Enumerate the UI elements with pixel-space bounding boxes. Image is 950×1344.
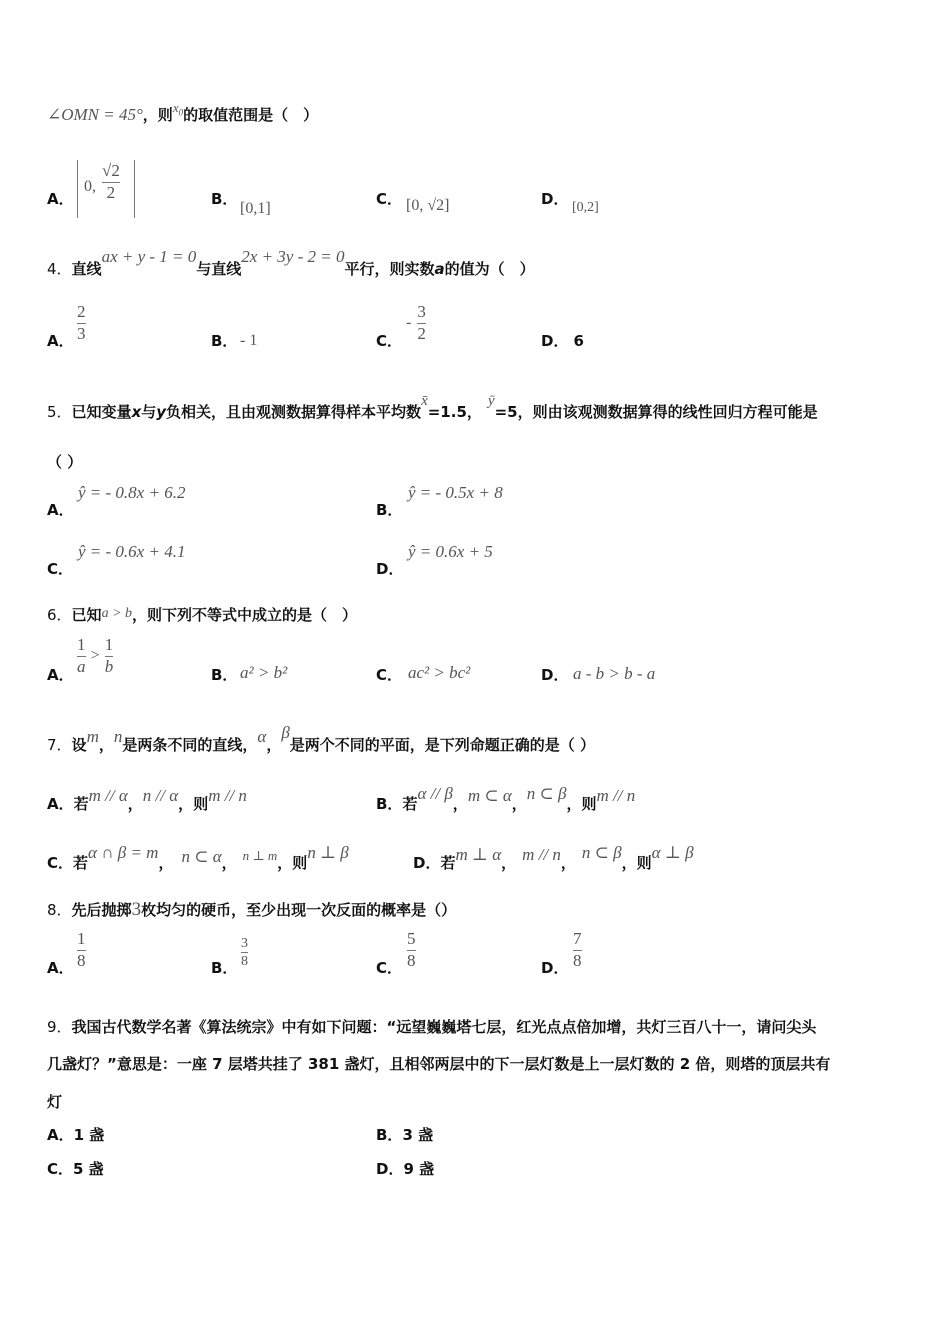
q8-option-c[interactable] bbox=[376, 957, 402, 978]
option-label: A． bbox=[47, 795, 74, 813]
option-label: D． bbox=[541, 332, 569, 350]
option-label: A． bbox=[47, 666, 74, 684]
q6-option-d[interactable] bbox=[541, 664, 568, 685]
q5-text: 与 bbox=[141, 403, 157, 421]
q7-option-d[interactable] bbox=[413, 843, 694, 873]
q7-ruo: 若 bbox=[73, 854, 89, 872]
q7-a-result: m // n bbox=[208, 786, 247, 805]
q5-var-x: x bbox=[131, 403, 142, 421]
q7-sep: ， bbox=[511, 795, 527, 813]
q7-ruo: 若 bbox=[73, 795, 89, 813]
q3-option-d-value: [0,2] bbox=[572, 200, 599, 215]
q7-d-cond2: m // n bbox=[522, 845, 561, 864]
q4-stem bbox=[47, 247, 535, 279]
question-number: 7． bbox=[47, 736, 72, 754]
q7-b-cond3: n ⊂ β bbox=[526, 784, 567, 803]
q7-a-cond2: n // α bbox=[142, 786, 179, 805]
q6-condition: a > b bbox=[101, 606, 133, 621]
q9-line2: 几盏灯？”意思是：一座 7 层塔共挂了 381 盏灯，且相邻两层中的下一层灯数是上一层灯数的 2 倍，则塔的顶层共有 bbox=[47, 1055, 831, 1073]
q3-option-b[interactable] bbox=[211, 188, 237, 209]
q7-var-m: m bbox=[86, 727, 99, 746]
q5-option-c-value: ŷ = - 0.6x + 4.1 bbox=[78, 542, 186, 561]
q4-text: 的值为（ ） bbox=[444, 260, 535, 278]
option-label: D． bbox=[376, 1160, 404, 1178]
q9-option-b-value: 3 盏 bbox=[402, 1126, 434, 1144]
q4-option-a[interactable] bbox=[47, 330, 74, 351]
q3-option-d[interactable] bbox=[541, 188, 568, 209]
q7-sep: ， bbox=[452, 795, 468, 813]
q6-text: 已知 bbox=[71, 606, 102, 624]
q5-text: =5，则由该观测数据算得的线性回归方程可能是 bbox=[494, 403, 818, 421]
q5-option-b[interactable] bbox=[376, 499, 402, 520]
q3-stem-text2: 的取值范围是（ ） bbox=[183, 106, 319, 124]
option-label: B． bbox=[211, 666, 238, 684]
option-label: C． bbox=[376, 666, 403, 684]
q7-c-cond2: n ⊂ α bbox=[181, 847, 222, 866]
q5-option-d-value: ŷ = 0.6x + 5 bbox=[408, 542, 493, 561]
q3-option-b-value: [0,1] bbox=[240, 200, 271, 217]
option-label: B． bbox=[376, 795, 403, 813]
q7-sep: ， bbox=[621, 854, 637, 872]
question-number: 8． bbox=[47, 901, 72, 919]
q3-option-c-value: [0, √2] bbox=[406, 197, 450, 214]
q9-line3: 灯 bbox=[47, 1093, 63, 1111]
q7-a-cond1: m // α bbox=[88, 786, 128, 805]
option-label: D． bbox=[413, 854, 441, 872]
q7-stem bbox=[47, 723, 596, 755]
q3-a-fraction: √2 2 bbox=[102, 161, 120, 202]
q7-ruo: 若 bbox=[402, 795, 418, 813]
q7-c-cond3: n ⊥ m bbox=[242, 848, 278, 863]
q5-xbar: x̄ bbox=[421, 393, 428, 409]
option-label: D． bbox=[541, 666, 569, 684]
question-number: 9． bbox=[47, 1018, 72, 1036]
q5-text: =1.5， bbox=[427, 403, 482, 421]
q7-option-a[interactable] bbox=[47, 786, 247, 814]
q7-text: 是两条不同的直线， bbox=[122, 736, 258, 754]
q7-ze: 则 bbox=[193, 795, 209, 813]
q5-option-d[interactable] bbox=[376, 558, 403, 579]
q9-option-a[interactable] bbox=[47, 1124, 104, 1145]
option-label: B． bbox=[211, 190, 238, 208]
q7-c-result: n ⊥ β bbox=[307, 843, 349, 862]
q9-option-a-value: 1 盏 bbox=[73, 1126, 105, 1144]
q7-d-result: α ⊥ β bbox=[651, 843, 694, 862]
q5-option-c[interactable] bbox=[47, 558, 73, 579]
q7-sep: ， bbox=[158, 854, 174, 872]
q4-option-c[interactable] bbox=[376, 330, 402, 351]
q4-option-c-value: - $\frac{3}{2}$ bbox=[406, 302, 426, 343]
q7-sep: ， bbox=[277, 854, 293, 872]
q9-option-b[interactable] bbox=[376, 1124, 433, 1145]
q7-c-cond1: α ∩ β = m bbox=[88, 843, 159, 862]
q6-text: ，则下列不等式中成立的是（ ） bbox=[132, 606, 358, 624]
q6-option-c[interactable] bbox=[376, 664, 402, 685]
q7-sep: ， bbox=[501, 854, 517, 872]
q8-option-a-value: $\frac{1}{8}$ bbox=[77, 929, 86, 970]
q8-stem bbox=[47, 899, 456, 921]
q7-b-cond1: α // β bbox=[417, 784, 453, 803]
q4-option-d-value: 6 bbox=[573, 332, 584, 350]
q5-option-b-value: ŷ = - 0.5x + 8 bbox=[408, 483, 503, 502]
q9-line1 bbox=[47, 1016, 816, 1037]
option-label: C． bbox=[376, 959, 403, 977]
q4-equation-2: 2x + 3y - 2 = 0 bbox=[241, 247, 345, 266]
q3-stem bbox=[47, 100, 319, 126]
option-label: A． bbox=[47, 501, 74, 519]
q7-alpha: α bbox=[257, 727, 267, 746]
q7-text: 设 bbox=[71, 736, 87, 754]
q3-stem-text: ，则 bbox=[142, 106, 173, 124]
option-label: C． bbox=[376, 190, 403, 208]
q8-three: 3 bbox=[131, 899, 142, 920]
q6-option-b[interactable] bbox=[211, 664, 237, 685]
option-label: A． bbox=[47, 959, 74, 977]
q7-sep: ， bbox=[221, 854, 237, 872]
q4-text: 平行，则实数 bbox=[344, 260, 435, 278]
option-label: C． bbox=[47, 560, 74, 578]
q9-option-d[interactable] bbox=[376, 1158, 434, 1179]
q7-sep: ， bbox=[98, 736, 114, 754]
q7-sep: ， bbox=[566, 795, 582, 813]
question-number: 5． bbox=[47, 403, 72, 421]
q9-option-c[interactable] bbox=[47, 1158, 104, 1179]
q5-text: 已知变量 bbox=[71, 403, 132, 421]
q8-option-d[interactable] bbox=[541, 957, 568, 978]
q7-sep: ， bbox=[178, 795, 194, 813]
q4-text: 直线 bbox=[71, 260, 102, 278]
q7-d-cond1: m ⊥ α bbox=[455, 845, 502, 864]
option-label: B． bbox=[376, 501, 403, 519]
option-label: A． bbox=[47, 332, 74, 350]
q8-option-a[interactable] bbox=[47, 957, 74, 978]
q9-option-c-value: 5 盏 bbox=[73, 1160, 104, 1178]
q4-option-b-value: - 1 bbox=[240, 332, 258, 349]
question-number: 6． bbox=[47, 606, 72, 624]
q8-text: 枚均匀的硬币，至少出现一次反面的概率是（） bbox=[141, 901, 457, 919]
q7-sep: ， bbox=[266, 736, 282, 754]
q3-option-c[interactable] bbox=[376, 188, 402, 209]
option-label: B． bbox=[376, 1126, 403, 1144]
q6-option-a-value: $\frac{1}{a}$ > $\frac{1}{b}$ bbox=[77, 635, 114, 676]
option-label: D． bbox=[376, 560, 404, 578]
q8-option-d-value: $\frac{7}{8}$ bbox=[573, 929, 582, 970]
q6-stem bbox=[47, 604, 357, 625]
option-label: A． bbox=[47, 190, 74, 208]
option-label: B． bbox=[211, 959, 238, 977]
q4-option-d[interactable] bbox=[541, 330, 584, 351]
q3-angle-formula: ∠OMN = 45° bbox=[47, 105, 143, 124]
q9-text: 我国古代数学名著《算法统宗》中有如下问题：“远望巍巍塔七层，红光点点倍加增，共灯三百八十一，请问尖头 bbox=[71, 1018, 817, 1036]
q9-option-d-value: 9 盏 bbox=[403, 1160, 435, 1178]
q7-sep: ， bbox=[560, 854, 576, 872]
q4-var: a bbox=[434, 260, 445, 278]
q8-text: 先后抛掷 bbox=[71, 901, 132, 919]
q6-option-c-value: ac² > bc² bbox=[408, 663, 471, 682]
q7-d-cond3: n ⊂ β bbox=[581, 843, 622, 862]
q7-ze: 则 bbox=[636, 854, 652, 872]
option-label: A． bbox=[47, 1126, 74, 1144]
q7-ze: 则 bbox=[581, 795, 597, 813]
q5-paren: （ ） bbox=[47, 453, 83, 471]
q7-option-c[interactable] bbox=[47, 843, 349, 873]
q5-var-y: y bbox=[156, 403, 167, 421]
q7-option-b[interactable] bbox=[376, 784, 636, 814]
q7-sep: ， bbox=[127, 795, 143, 813]
q8-option-b-value: $\frac{3}{8}$ bbox=[241, 936, 248, 970]
q6-option-d-value: a - b > b - a bbox=[573, 664, 656, 683]
q5-option-a[interactable] bbox=[47, 499, 74, 520]
q5-text: 负相关，且由观测数据算得样本平均数 bbox=[166, 403, 422, 421]
q3-x0: x0 bbox=[172, 100, 184, 118]
q4-text: 与直线 bbox=[196, 260, 242, 278]
option-label: C． bbox=[47, 854, 74, 872]
option-label: C． bbox=[376, 332, 403, 350]
q8-option-c-value: $\frac{5}{8}$ bbox=[407, 929, 416, 970]
option-label: D． bbox=[541, 190, 569, 208]
q7-b-cond2: m ⊂ α bbox=[467, 786, 512, 805]
q4-option-a-value: $\frac{2}{3}$ bbox=[77, 302, 86, 343]
q6-option-a[interactable] bbox=[47, 664, 74, 685]
option-label: C． bbox=[47, 1160, 74, 1178]
q3-option-a-value: 0, √2 2 bbox=[77, 160, 135, 218]
q3-option-a[interactable] bbox=[47, 188, 74, 209]
q7-ruo: 若 bbox=[440, 854, 456, 872]
q4-option-b[interactable] bbox=[211, 330, 237, 351]
q5-stem bbox=[47, 393, 818, 422]
option-label: B． bbox=[211, 332, 238, 350]
q8-option-b[interactable] bbox=[211, 957, 237, 978]
q4-equation-1: ax + y - 1 = 0 bbox=[101, 247, 197, 266]
q7-ze: 则 bbox=[292, 854, 308, 872]
q7-text: 是两个不同的平面，是下列命题正确的是（ ） bbox=[289, 736, 596, 754]
q7-var-n: n bbox=[113, 727, 123, 746]
question-number: 4． bbox=[47, 260, 72, 278]
q7-beta: β bbox=[281, 723, 290, 742]
q5-ybar: ȳ bbox=[487, 393, 495, 409]
q7-b-result: m // n bbox=[596, 786, 636, 805]
option-label: D． bbox=[541, 959, 569, 977]
q5-option-a-value: ŷ = - 0.8x + 6.2 bbox=[78, 483, 186, 502]
q6-option-b-value: a² > b² bbox=[240, 663, 288, 682]
